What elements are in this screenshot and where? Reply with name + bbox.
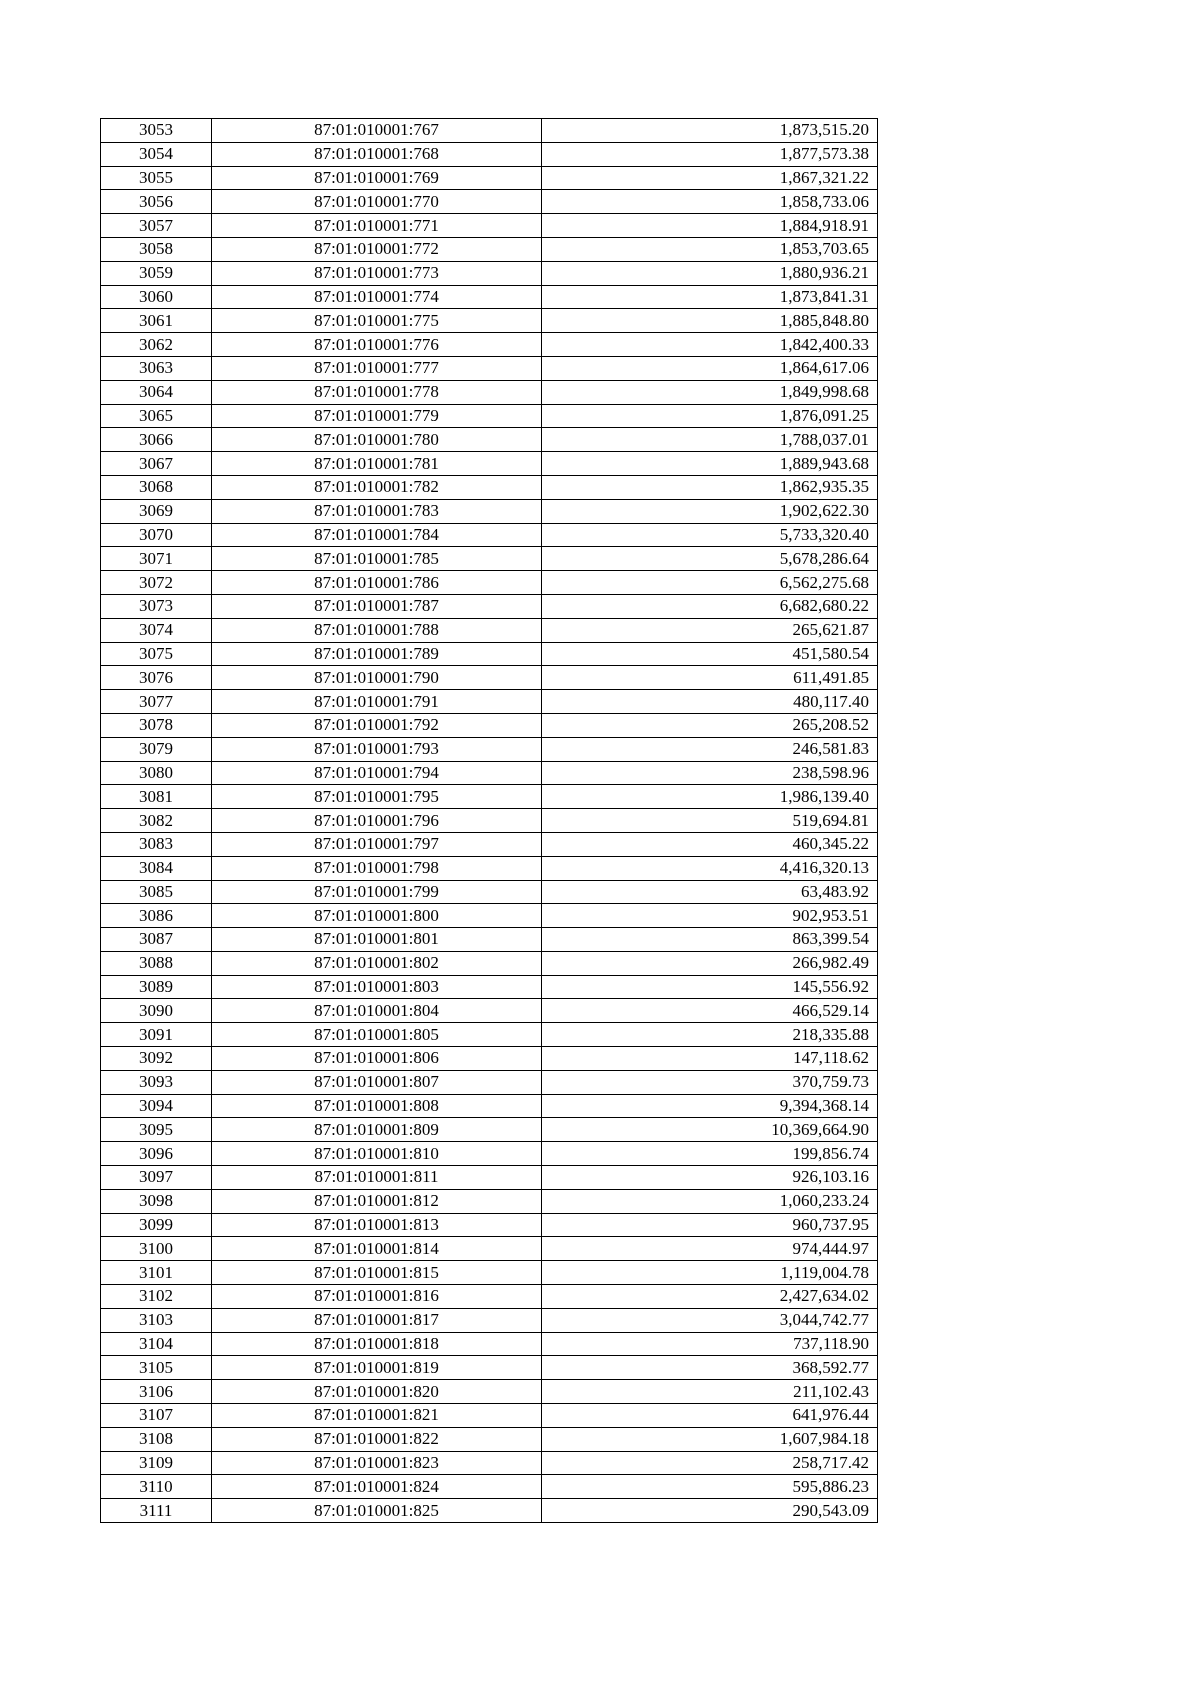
cadastral-number-cell: 87:01:010001:790 [212,666,542,690]
table-row [101,713,878,737]
table-row [101,1094,878,1118]
row-number-cell: 3079 [101,737,212,761]
value-cell: 6,562,275.68 [542,571,878,595]
value-cell: 6,682,680.22 [542,594,878,618]
value-cell: 199,856.74 [542,1142,878,1166]
cadastral-number-cell: 87:01:010001:795 [212,785,542,809]
value-cell: 519,694.81 [542,809,878,833]
table-row [101,285,878,309]
row-number-cell: 3090 [101,999,212,1023]
value-cell: 370,759.73 [542,1070,878,1094]
row-number-cell: 3066 [101,428,212,452]
table-row [101,119,878,143]
row-number-cell: 3081 [101,785,212,809]
table-row [101,1475,878,1499]
cadastral-number-cell: 87:01:010001:819 [212,1356,542,1380]
row-number-cell: 3080 [101,761,212,785]
row-number-cell: 3094 [101,1094,212,1118]
row-number-cell: 3069 [101,499,212,523]
cadastral-number-cell: 87:01:010001:767 [212,119,542,143]
table-row [101,785,878,809]
table-row [101,690,878,714]
value-cell: 1,880,936.21 [542,261,878,285]
row-number-cell: 3097 [101,1166,212,1190]
row-number-cell: 3064 [101,380,212,404]
table-row [101,1213,878,1237]
value-cell: 1,060,233.24 [542,1189,878,1213]
table-row [101,1142,878,1166]
row-number-cell: 3099 [101,1213,212,1237]
value-cell: 1,885,848.80 [542,309,878,333]
row-number-cell: 3053 [101,119,212,143]
row-number-cell: 3060 [101,285,212,309]
table-row [101,975,878,999]
cadastral-number-cell: 87:01:010001:800 [212,904,542,928]
table-row [101,666,878,690]
table-row [101,237,878,261]
row-number-cell: 3058 [101,237,212,261]
row-number-cell: 3056 [101,190,212,214]
value-cell: 460,345.22 [542,832,878,856]
table-row [101,1308,878,1332]
table-row [101,1118,878,1142]
cadastral-number-cell: 87:01:010001:792 [212,713,542,737]
value-cell: 258,717.42 [542,1451,878,1475]
value-cell: 960,737.95 [542,1213,878,1237]
cadastral-number-cell: 87:01:010001:787 [212,594,542,618]
table-row [101,618,878,642]
cadastral-number-cell: 87:01:010001:811 [212,1166,542,1190]
table-row [101,951,878,975]
table-row [101,1356,878,1380]
row-number-cell: 3062 [101,333,212,357]
table-row [101,428,878,452]
cadastral-number-cell: 87:01:010001:768 [212,142,542,166]
row-number-cell: 3084 [101,856,212,880]
table-row [101,333,878,357]
table-row [101,904,878,928]
row-number-cell: 3088 [101,951,212,975]
row-number-cell: 3111 [101,1499,212,1523]
table-row [101,261,878,285]
value-cell: 63,483.92 [542,880,878,904]
value-cell: 2,427,634.02 [542,1285,878,1309]
cadastral-number-cell: 87:01:010001:812 [212,1189,542,1213]
row-number-cell: 3095 [101,1118,212,1142]
value-cell: 1,884,918.91 [542,214,878,238]
row-number-cell: 3076 [101,666,212,690]
table-row [101,380,878,404]
cadastral-number-cell: 87:01:010001:771 [212,214,542,238]
cadastral-number-cell: 87:01:010001:784 [212,523,542,547]
value-cell: 1,849,998.68 [542,380,878,404]
value-cell: 737,118.90 [542,1332,878,1356]
table-row [101,356,878,380]
table-row [101,880,878,904]
table-row [101,190,878,214]
table-row [101,571,878,595]
row-number-cell: 3109 [101,1451,212,1475]
row-number-cell: 3063 [101,356,212,380]
cadastral-number-cell: 87:01:010001:770 [212,190,542,214]
table-row [101,1237,878,1261]
cadastral-number-cell: 87:01:010001:776 [212,333,542,357]
cadastral-number-cell: 87:01:010001:808 [212,1094,542,1118]
table-row [101,1261,878,1285]
cadastral-number-cell: 87:01:010001:772 [212,237,542,261]
value-cell: 1,842,400.33 [542,333,878,357]
row-number-cell: 3083 [101,832,212,856]
table-row [101,1285,878,1309]
cadastral-number-cell: 87:01:010001:799 [212,880,542,904]
table-row [101,1380,878,1404]
value-cell: 1,877,573.38 [542,142,878,166]
cadastral-number-cell: 87:01:010001:802 [212,951,542,975]
value-cell: 926,103.16 [542,1166,878,1190]
table-row [101,1451,878,1475]
cadastral-number-cell: 87:01:010001:791 [212,690,542,714]
value-cell: 10,369,664.90 [542,1118,878,1142]
value-cell: 5,733,320.40 [542,523,878,547]
cadastral-number-cell: 87:01:010001:822 [212,1427,542,1451]
table-row [101,928,878,952]
row-number-cell: 3054 [101,142,212,166]
cadastral-number-cell: 87:01:010001:781 [212,452,542,476]
row-number-cell: 3091 [101,1023,212,1047]
row-number-cell: 3107 [101,1404,212,1428]
row-number-cell: 3102 [101,1285,212,1309]
cadastral-number-cell: 87:01:010001:797 [212,832,542,856]
cadastral-number-cell: 87:01:010001:815 [212,1261,542,1285]
cadastral-number-cell: 87:01:010001:823 [212,1451,542,1475]
row-number-cell: 3073 [101,594,212,618]
value-cell: 1,902,622.30 [542,499,878,523]
cadastral-number-cell: 87:01:010001:814 [212,1237,542,1261]
cadastral-number-cell: 87:01:010001:779 [212,404,542,428]
value-cell: 211,102.43 [542,1380,878,1404]
table-row [101,1427,878,1451]
table-row [101,1047,878,1071]
row-number-cell: 3082 [101,809,212,833]
row-number-cell: 3077 [101,690,212,714]
value-cell: 1,862,935.35 [542,475,878,499]
table-row [101,1189,878,1213]
table-row [101,142,878,166]
row-number-cell: 3093 [101,1070,212,1094]
row-number-cell: 3070 [101,523,212,547]
cadastral-number-cell: 87:01:010001:801 [212,928,542,952]
value-cell: 863,399.54 [542,928,878,952]
cadastral-number-cell: 87:01:010001:824 [212,1475,542,1499]
cadastral-number-cell: 87:01:010001:775 [212,309,542,333]
table-row [101,1166,878,1190]
value-cell: 265,208.52 [542,713,878,737]
row-number-cell: 3075 [101,642,212,666]
cadastral-number-cell: 87:01:010001:818 [212,1332,542,1356]
row-number-cell: 3071 [101,547,212,571]
table-row [101,214,878,238]
cadastral-number-cell: 87:01:010001:778 [212,380,542,404]
row-number-cell: 3059 [101,261,212,285]
cadastral-number-cell: 87:01:010001:806 [212,1047,542,1071]
value-cell: 1,853,703.65 [542,237,878,261]
value-cell: 218,335.88 [542,1023,878,1047]
table-row [101,809,878,833]
value-cell: 641,976.44 [542,1404,878,1428]
value-cell: 611,491.85 [542,666,878,690]
row-number-cell: 3085 [101,880,212,904]
table-row [101,452,878,476]
value-cell: 1,889,943.68 [542,452,878,476]
value-cell: 902,953.51 [542,904,878,928]
cadastral-number-cell: 87:01:010001:798 [212,856,542,880]
row-number-cell: 3089 [101,975,212,999]
table-row [101,1070,878,1094]
value-cell: 147,118.62 [542,1047,878,1071]
row-number-cell: 3101 [101,1261,212,1285]
value-cell: 1,873,841.31 [542,285,878,309]
cadastral-number-cell: 87:01:010001:810 [212,1142,542,1166]
cadastral-number-cell: 87:01:010001:773 [212,261,542,285]
cadastral-number-cell: 87:01:010001:786 [212,571,542,595]
cadastral-number-cell: 87:01:010001:783 [212,499,542,523]
row-number-cell: 3068 [101,475,212,499]
row-number-cell: 3100 [101,1237,212,1261]
value-cell: 1,119,004.78 [542,1261,878,1285]
table-row [101,1023,878,1047]
row-number-cell: 3078 [101,713,212,737]
table-row [101,594,878,618]
value-cell: 480,117.40 [542,690,878,714]
value-cell: 1,858,733.06 [542,190,878,214]
cadastral-number-cell: 87:01:010001:793 [212,737,542,761]
value-cell: 368,592.77 [542,1356,878,1380]
value-cell: 595,886.23 [542,1475,878,1499]
row-number-cell: 3110 [101,1475,212,1499]
cadastral-number-cell: 87:01:010001:794 [212,761,542,785]
table-row [101,761,878,785]
cadastral-number-cell: 87:01:010001:796 [212,809,542,833]
value-cell: 974,444.97 [542,1237,878,1261]
value-cell: 145,556.92 [542,975,878,999]
cadastral-number-cell: 87:01:010001:774 [212,285,542,309]
row-number-cell: 3061 [101,309,212,333]
row-number-cell: 3086 [101,904,212,928]
data-table [100,118,878,1523]
value-cell: 246,581.83 [542,737,878,761]
cadastral-number-cell: 87:01:010001:788 [212,618,542,642]
cadastral-number-cell: 87:01:010001:803 [212,975,542,999]
cadastral-number-cell: 87:01:010001:769 [212,166,542,190]
cadastral-number-cell: 87:01:010001:816 [212,1285,542,1309]
cadastral-number-cell: 87:01:010001:807 [212,1070,542,1094]
cadastral-number-cell: 87:01:010001:809 [212,1118,542,1142]
cadastral-number-cell: 87:01:010001:782 [212,475,542,499]
value-cell: 1,864,617.06 [542,356,878,380]
cadastral-number-cell: 87:01:010001:805 [212,1023,542,1047]
table-row [101,404,878,428]
table-row [101,475,878,499]
value-cell: 1,607,984.18 [542,1427,878,1451]
cadastral-number-cell: 87:01:010001:825 [212,1499,542,1523]
row-number-cell: 3057 [101,214,212,238]
value-cell: 1,876,091.25 [542,404,878,428]
cadastral-number-cell: 87:01:010001:789 [212,642,542,666]
table-row [101,499,878,523]
value-cell: 466,529.14 [542,999,878,1023]
table-row [101,1404,878,1428]
value-cell: 1,867,321.22 [542,166,878,190]
value-cell: 1,986,139.40 [542,785,878,809]
row-number-cell: 3103 [101,1308,212,1332]
table-row [101,523,878,547]
table-row [101,737,878,761]
value-cell: 290,543.09 [542,1499,878,1523]
cadastral-number-cell: 87:01:010001:804 [212,999,542,1023]
table-row [101,832,878,856]
cadastral-number-cell: 87:01:010001:813 [212,1213,542,1237]
value-cell: 265,621.87 [542,618,878,642]
table-row [101,642,878,666]
cadastral-number-cell: 87:01:010001:821 [212,1404,542,1428]
row-number-cell: 3098 [101,1189,212,1213]
row-number-cell: 3067 [101,452,212,476]
table-row [101,166,878,190]
value-cell: 4,416,320.13 [542,856,878,880]
row-number-cell: 3092 [101,1047,212,1071]
value-cell: 3,044,742.77 [542,1308,878,1332]
value-cell: 1,788,037.01 [542,428,878,452]
row-number-cell: 3096 [101,1142,212,1166]
value-cell: 451,580.54 [542,642,878,666]
table-row [101,547,878,571]
cadastral-number-cell: 87:01:010001:785 [212,547,542,571]
row-number-cell: 3065 [101,404,212,428]
table-row [101,1499,878,1523]
cadastral-number-cell: 87:01:010001:820 [212,1380,542,1404]
table-row [101,1332,878,1356]
table-row [101,999,878,1023]
cadastral-number-cell: 87:01:010001:780 [212,428,542,452]
table-body [101,119,878,1523]
row-number-cell: 3087 [101,928,212,952]
cadastral-number-cell: 87:01:010001:817 [212,1308,542,1332]
table-row [101,309,878,333]
row-number-cell: 3055 [101,166,212,190]
cadastral-number-cell: 87:01:010001:777 [212,356,542,380]
row-number-cell: 3072 [101,571,212,595]
value-cell: 238,598.96 [542,761,878,785]
value-cell: 9,394,368.14 [542,1094,878,1118]
value-cell: 266,982.49 [542,951,878,975]
row-number-cell: 3108 [101,1427,212,1451]
row-number-cell: 3074 [101,618,212,642]
table-row [101,856,878,880]
row-number-cell: 3104 [101,1332,212,1356]
value-cell: 5,678,286.64 [542,547,878,571]
row-number-cell: 3106 [101,1380,212,1404]
row-number-cell: 3105 [101,1356,212,1380]
value-cell: 1,873,515.20 [542,119,878,143]
